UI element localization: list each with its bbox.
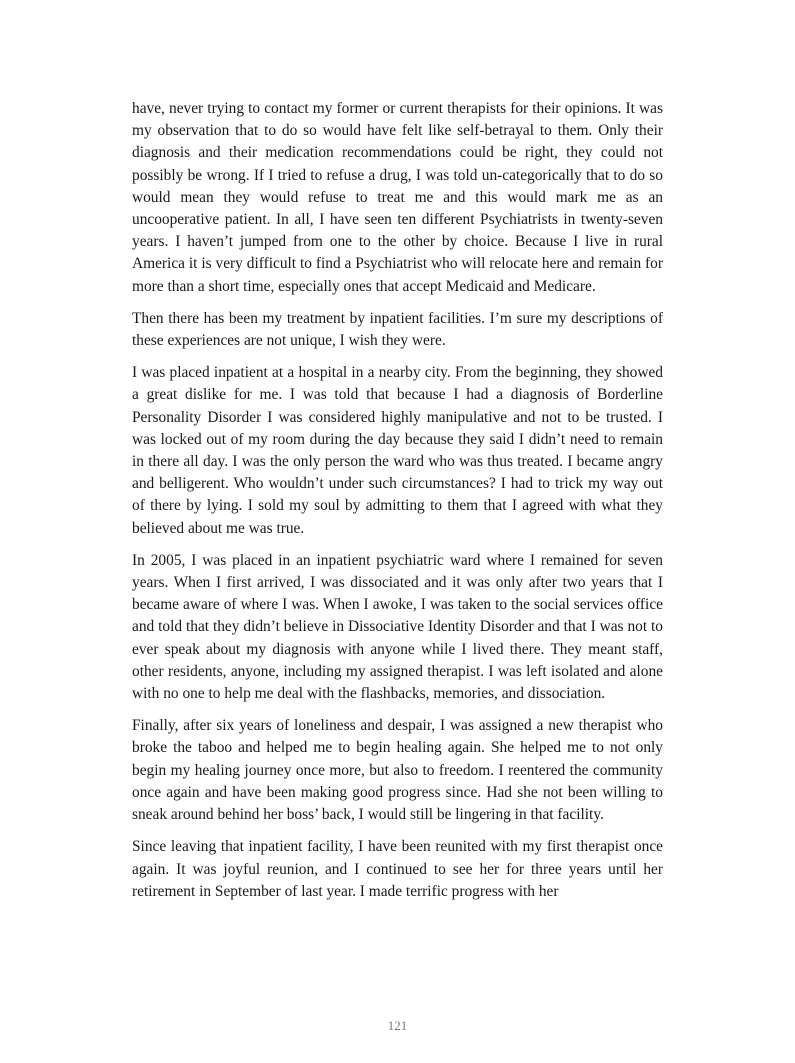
paragraph-therapists: have, never trying to contact my former or current therapists for their opinions. It was my observation that to do so would have felt like self-betrayal to them. Only their diagnosis and their medication recommendations could be right, they could not possibly be wrong. If I tried to refuse a drug, I was told un-categorically that to do so would mean they would refuse to treat me and this would mark me as an uncooperative patient. In all, I have seen ten different Psychiatrists in twenty-seven years. I haven’t jumped from one to the other by choice. Because I live in rural America it is very difficult to find a Psychiatrist who will relocate here and remain for more than a short time, especially ones that accept Medicaid and Medicare. xyxy=(132,100,663,295)
page-number: 121 xyxy=(387,1018,408,1033)
paragraph-nearby-hospital: I was placed inpatient at a hospital in a nearby city. From the beginning, they showed a great dislike for me. I was told that because I had a diagnosis of Borderline Personality Disorder I was considered highly manipulative and not to be trusted. I was locked out of my room during the day because they said I didn’t need to remain in there all day. I was the only person the ward who was thus treated. I became angry and belligerent. Who wouldn’t under such circumstances? I had to trick my way out of there by lying. I sold my soul by admitting to them that I agreed with what they believed about me was true. xyxy=(132,364,663,537)
paragraph-new-therapist: Finally, after six years of loneliness and despair, I was assigned a new therapist who broke the taboo and helped me to begin healing again. She helped me to not only begin my healing journey once more, but also to freedom. I reentered the community once again and have been making good progress since. Had she not been willing to sneak around behind her boss’ back, I would still be lingering in that facility. xyxy=(132,717,663,824)
paragraph-reunited: Since leaving that inpatient facility, I have been reunited with my first therapist once again. It was joyful reunion, and I continued to see her for three years until her retirement in September of last year. I made terrific progress with her xyxy=(132,838,663,900)
paragraph-2005-ward: In 2005, I was placed in an inpatient psychiatric ward where I remained for seven years. When I first arrived, I was dissociated and it was only after two years that I became aware of where I was. When I awoke, I was taken to the social services office and told that they didn’t believe in Dissociative Identity Disorder and that I was not to ever speak about my diagnosis with anyone while I lived there. They meant staff, other residents, anyone, including my assigned therapist. I was left isolated and alone with no one to help me deal with the flashbacks, memories, and dissociation. xyxy=(132,551,663,703)
paragraph-inpatient-intro: Then there has been my treatment by inpatient facilities. I’m sure my descriptions of these experiences are not unique, I wish they were. xyxy=(132,309,663,350)
page-body xyxy=(132,98,663,913)
